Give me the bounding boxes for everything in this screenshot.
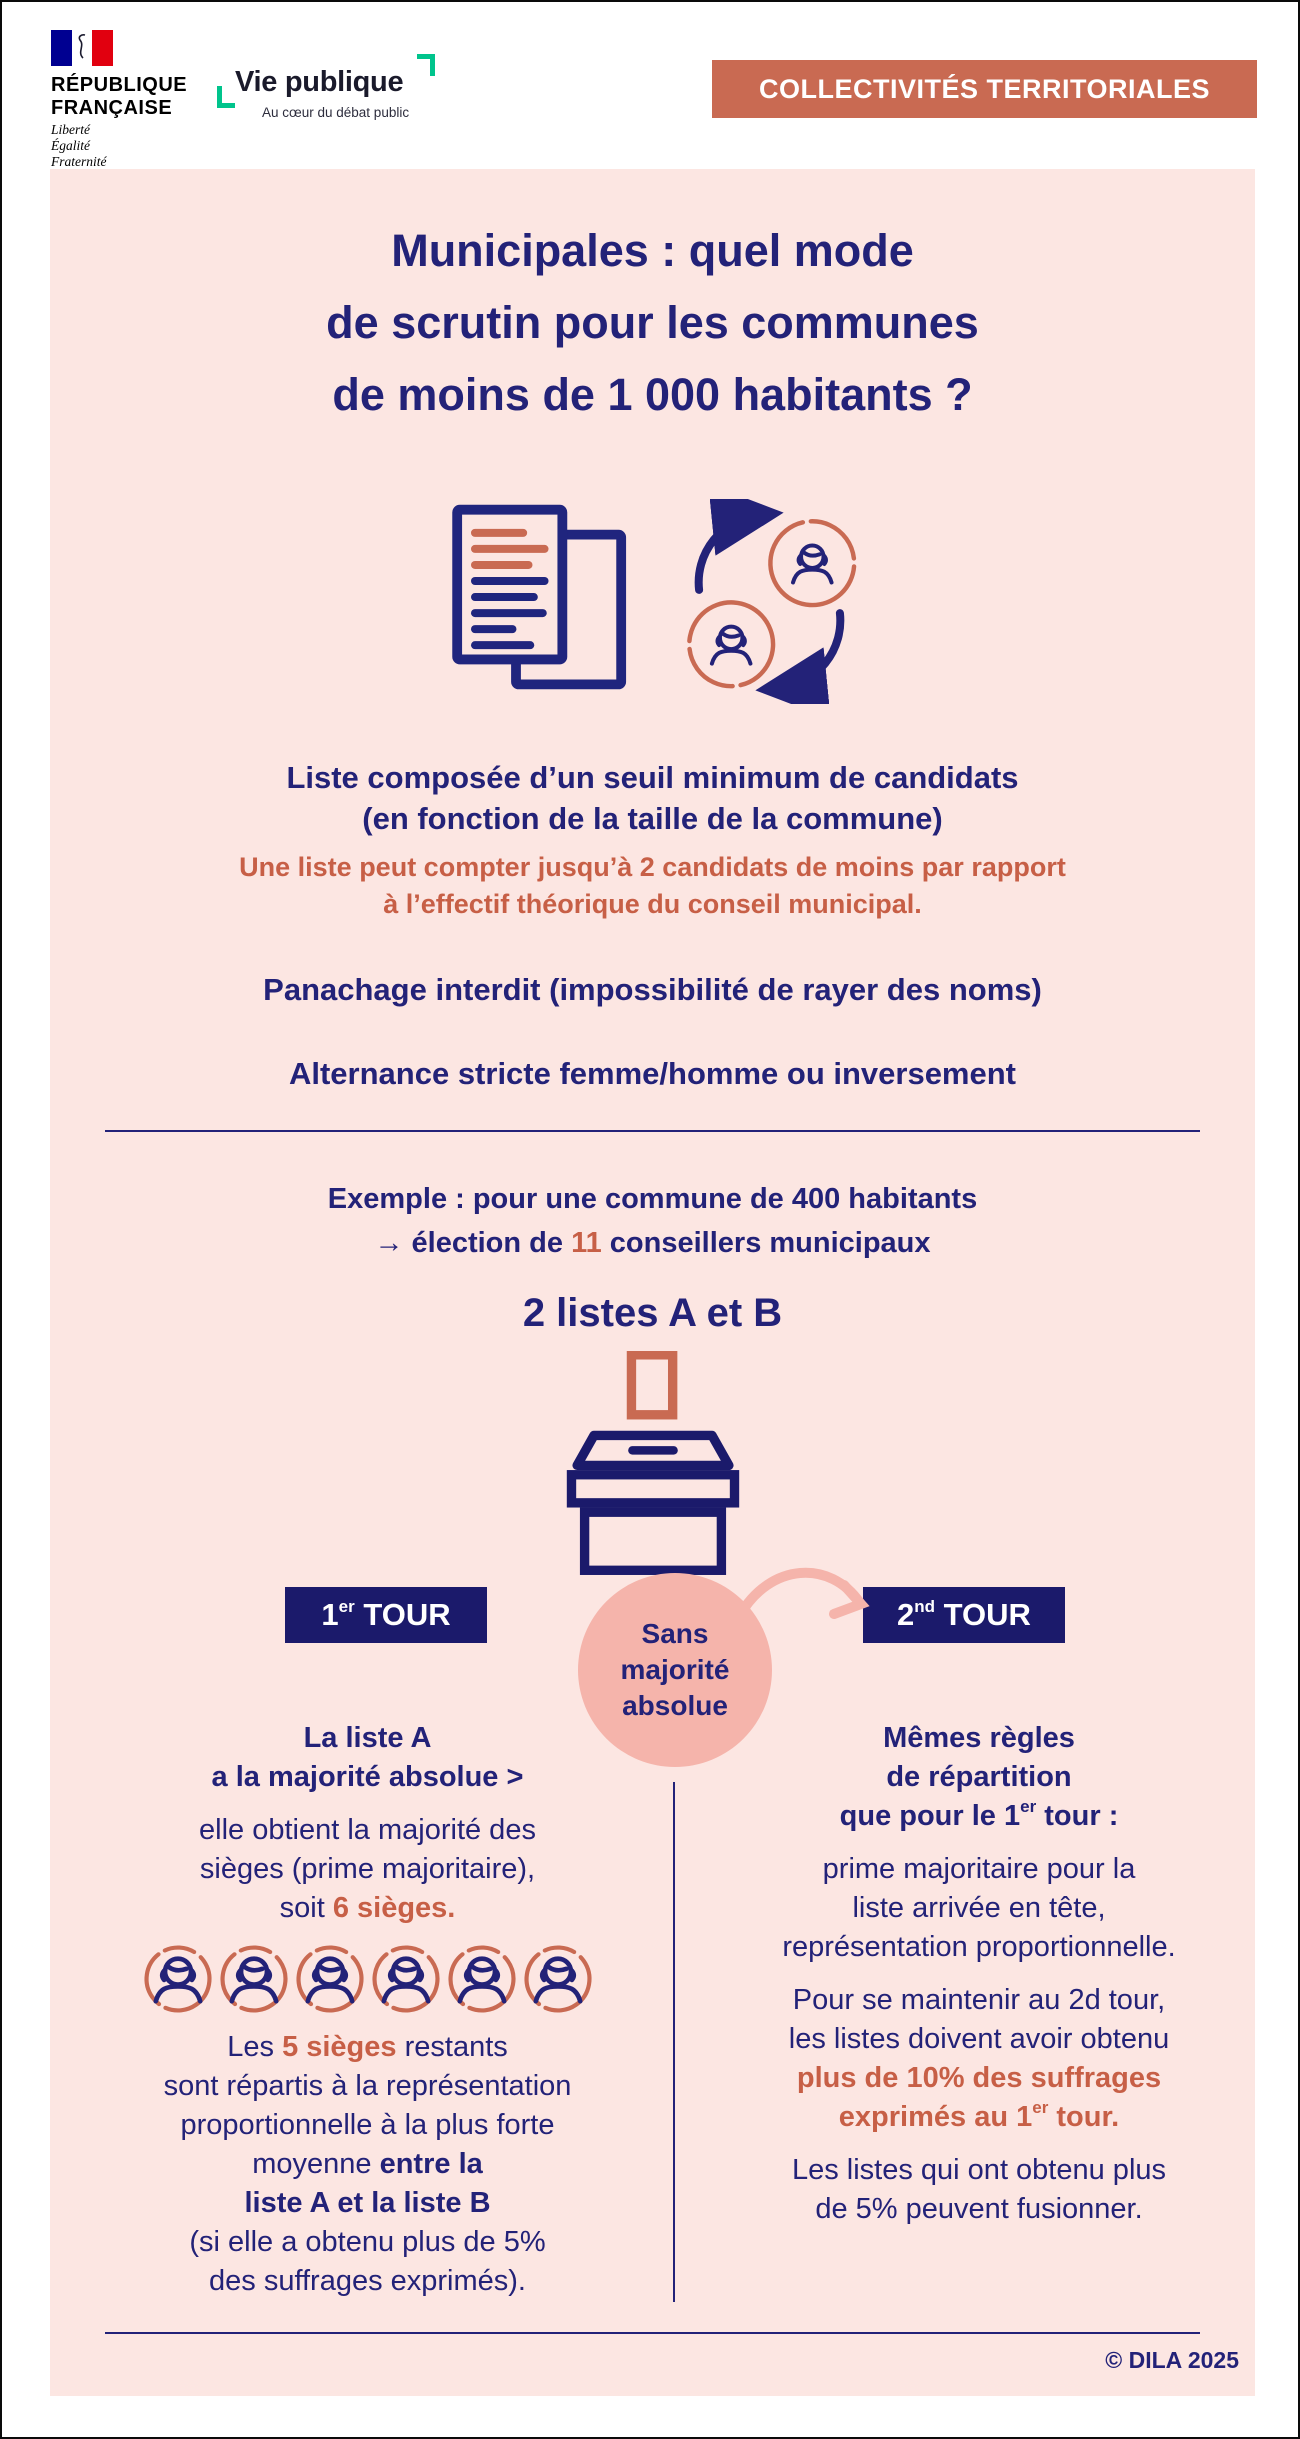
first-round-body-2: Les 5 sièges restants sont répartis à la représentation proportionnelle à la plus forte moyenne entre la liste A et la liste B (si elle a obtenu plus de 5% des suffrages exprimés). xyxy=(163,2031,572,2297)
intro-icons xyxy=(50,499,1255,704)
list-document-icon xyxy=(434,499,639,704)
no-absolute-majority-bubble: Sans majorité absolue xyxy=(578,1573,772,1767)
rf-motto: Liberté Égalité Fraternité xyxy=(51,122,107,169)
divider xyxy=(105,1130,1200,1132)
infographic-panel xyxy=(50,169,1255,2396)
divider xyxy=(105,2332,1200,2334)
candidates-rotation-icon xyxy=(667,499,872,704)
column-divider xyxy=(673,1782,675,2302)
elected-councillor-icon xyxy=(293,1942,367,2016)
second-round-body-1: prime majoritaire pour la liste arrivée en tête, représentation proportionnelle. xyxy=(782,1853,1176,1963)
first-round-heading: La liste A a la majorité absolue > xyxy=(211,1722,524,1793)
first-round-badge: 1 er TOUR xyxy=(285,1587,487,1643)
elected-councillor-icon xyxy=(217,1942,291,2016)
vie-publique-tagline: Au cœur du débat public xyxy=(262,105,410,120)
marianne-icon xyxy=(72,30,92,66)
rule-alternance: Alternance stricte femme/homme ou inversement xyxy=(288,1056,1017,1091)
elected-councillor-icon xyxy=(141,1942,215,2016)
vie-publique-wordmark: Vie publique xyxy=(235,66,404,98)
page-title: Municipales : quel mode de scrutin pour les communes de moins de 1 000 habitants ? xyxy=(326,225,979,420)
french-flag-icon xyxy=(51,30,113,66)
elected-seats xyxy=(75,1942,660,2016)
rule-no-panachage: Panachage interdit (impossibilité de rayer des noms) xyxy=(263,972,1042,1007)
elected-councillor-icon xyxy=(521,1942,595,2016)
topic-badge: COLLECTIVITÉS TERRITORIALES xyxy=(712,60,1257,118)
vie-publique-logo xyxy=(217,48,447,138)
green-bracket-icon xyxy=(217,86,235,108)
republique-francaise-logo-text: RÉPUBLIQUE FRANÇAISE xyxy=(51,74,188,119)
elected-councillor-icon xyxy=(369,1942,443,2016)
copyright: © DILA 2025 xyxy=(1105,2347,1239,2373)
first-round-column xyxy=(75,1719,660,2315)
rule-list-threshold-note: Une liste peut compter jusqu’à 2 candidats de moins par rapport à l’effectif théorique du conseil municipal. xyxy=(239,852,1066,919)
green-bracket-icon xyxy=(417,54,435,76)
ballot-box-icon xyxy=(564,1351,742,1576)
second-round-body-3: Les listes qui ont obtenu plus de 5% peuvent fusionner. xyxy=(791,2154,1167,2225)
second-round-column xyxy=(688,1719,1270,2243)
first-round-body-1: elle obtient la majorité des sièges (prime majoritaire), soit 6 sièges. xyxy=(199,1814,536,1924)
second-round-body-2: Pour se maintenir au 2d tour, les listes doivent avoir obtenu plus de 10% des suffrages exprimés au 1er tour. xyxy=(788,1984,1170,2133)
second-round-badge: 2 nd TOUR xyxy=(863,1587,1065,1643)
elected-councillor-icon xyxy=(445,1942,519,2016)
lists-title: 2 listes A et B xyxy=(522,1291,783,1335)
example-intro: Exemple : pour une commune de 400 habitants → élection de 11 conseillers municipaux xyxy=(327,1183,978,1259)
to-second-round-arrow-icon xyxy=(730,1557,875,1632)
rule-list-threshold: Liste composée d’un seuil minimum de candidats (en fonction de la taille de la commune) xyxy=(286,760,1019,836)
second-round-heading: Mêmes règles de répartition que pour le 1er tour : xyxy=(839,1722,1119,1832)
